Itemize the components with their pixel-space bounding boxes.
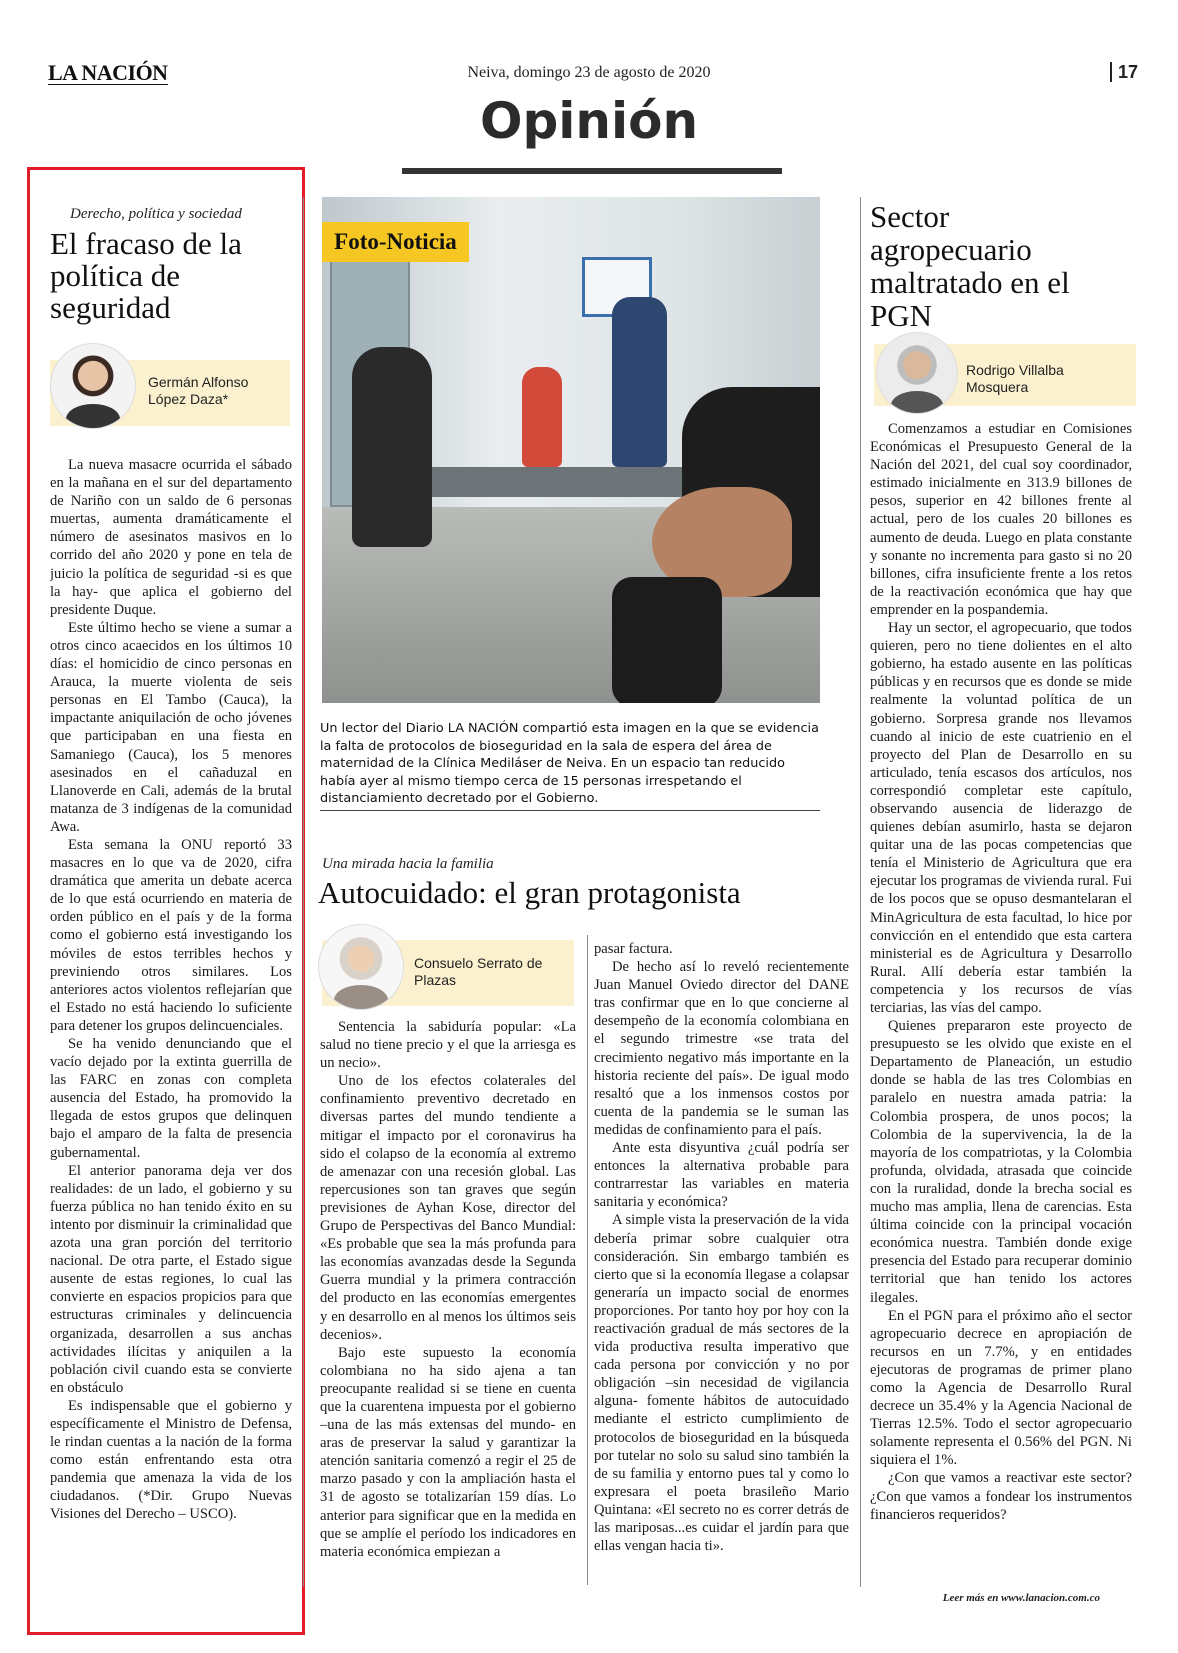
column-divider-right [860,197,861,1587]
article-body-col2: pasar factura. De hecho así lo reveló recientemente Juan Manuel Oviedo director del DANE tras confirmar que en lo que concierne al desempeño de la economía colombiana en el segundo trimestre «se trata del crecimiento negativo más importante en la historia reciente del país». De igual modo resaltó que a los inmensos costos por cuenta de la pandemia se le suman las medidas de confinamiento para el país. Ante esta disyuntiva ¿cuál podría ser entonces la alternativa probable para contrarrestar las variables en materia sanitaria y económica? A simple vista la preservación de la vida debería primar sobre cualquier otra consideración. Sin embargo también es cierto que si la economía llegase a colapsar generaría un impacto social de enormes proporciones. Por tanto hoy por hoy con la reactivación gradual de más sectores de la vida productiva resulta imperativo que cada persona por convicción y no por obligación –sin necesidad de vigilancia alguna- fomente hábitos de autocuidado mediante el estricto cumplimiento de protocolos de bioseguridad en la búsqueda por tutelar no solo su salud sino también la de su familia y entorno pues tal y como lo expresara el poeta brasileño Mario Quintana: «El secreto no es correr detrás de las mariposas...es cuidar el jardín para que ellas vengan hacia ti». [594,941,849,1555]
article-body: Comenzamos a estudiar en Comisiones Económicas el Presupuesto General de la Nación del 2021, del cual soy coordinador, estimado inicialmente en 313.9 billones de pesos, superior en 42 billones frente al actual, pero de los cuales 20 billones es aumento de deuda. Luego en plata constante y sonante no incrementa para gasto si no 20 billones, cifra insuficiente frente a los retos de la reactivación económica que hay que emprender en la pospandemia. Hay un sector, el agropecuario, que todos quieren, pero no tiene dolientes en el alto gobierno, ha estado ausente en las políticas públicas y en recursos que es donde se mide realmente la voluntad política de un gobierno. Sorpresa grande nos llevamos cuando al inicio de este cuatrienio en el proyecto del Plan de Desarrollo en su articulado, tenía escasos dos artículos, nos correspondió completar este capítulo, observando ausencia de liderazgo de quienes debían asumirlo, hasta se dejaron quitar una de las pocas competencias que tenía el Ministerio de Agricultura que era ejecutar los programas de vivienda rural. Fui de los pocos que se opuso desmantelaran el MinAgricultura de esta facultad, lo hice por convicción en el entendido que esta cartera ministerial es de Agricultura y Desarrollo Rural. Allí debería estar también la competencia y los recursos de vías terciarias, las vías del campo. Quienes prepararon este proyecto de presupuesto se les olvido que existe en el Departamento de Planeación, un estudio donde se habla de las tres Colombias en paralelo en nuestra amada patria: la Colombia prospera, de unos pocos; la Colombia de la supervivencia, la de la mayoría de los compatriotas, y la Colombia profunda, olvidada, atrasada que coincide con la ruralidad, donde la brecha social es mucho mas amplia, llena de carencias. Esta última coincide con la principal vocación económica nuestra. También donde exige presencia del Estado para recuperar dominio territorial que han tenido los actores ilegales. En el PGN para el próximo año el sector agropecuario decrece en apropiación de recursos en un 7.7%, y en entidades ejecutoras de programas de primer plano como la Agencia de Desarrollo Rural decrece un 35.4% y la Agencia Nacional de Tierras 12.5%. Todo el sector agropecuario solamente representa el 0.56% del PGN. Ni siquiera el 1%. ¿Con que vamos a reactivar este sector? ¿Con que vamos a fondear los instrumentos financieros requeridos? [870,421,1132,1523]
article-headline: Autocuidado: el gran protagonista [318,875,741,910]
author-name: Germán Alfonso López Daza* [148,374,249,407]
article-body-col1: Sentencia la sabiduría popular: «La salud no tiene precio y el que la arriesga es un necio». Uno de los efectos colaterales del confinamiento preventivo decretado en diversas partes del mundo tendiente a mitigar el impacto por el coronavirus ha sido el colapso de la economía al extremo de amenazar con una recesión global. Las repercusiones son tan graves que según previsiones de Ayhan Kose, director del Grupo de Perspectivas del Banco Mundial: «Es probable que sea la más profunda para las economías avanzadas desde la Segunda Guerra mundial y la primera contracción del producto en las economías emergentes y en desarrollo en al menos los últimos seis decenios». Bajo este supuesto la economía colombiana no ha sido ajena a tan preocupante realidad si se tiene en cuenta que la cuarentena impuesta por el gobierno –una de las más extensas del mundo- en aras de preservar la salud y garantizar la atención sanitaria comenzó a regir el 25 de marzo pasado y con la ampliación hasta el 31 de agosto se totalizarían 159 días. Lo anterior para significar que en la medida en que se amplíe el período los indicadores en materia económica empiezan a [320,1019,576,1560]
column-divider-center [587,935,588,1585]
read-more-note: Leer más en www.lanacion.com.co [942,1592,1100,1604]
article-kicker: Una mirada hacia la familia [322,856,494,872]
news-photo [322,197,820,703]
section-title: Opinión [479,92,699,150]
column-divider-left [303,197,304,1587]
newspaper-logo: LA NACIÓN [48,60,168,85]
caption-rule [320,810,820,811]
article-headline: El fracaso de la política de seguridad [50,226,242,325]
author-name: Consuelo Serrato de Plazas [414,955,543,988]
section-title-rule [402,168,782,174]
page-dateline: Neiva, domingo 23 de agosto de 2020 [467,64,711,81]
author-photo [876,332,958,414]
article-headline: Sector agropecuario maltratado en el PGN [870,199,1070,333]
article-kicker: Derecho, política y sociedad [70,206,242,222]
page-number: 17 [1110,62,1138,82]
author-name: Rodrigo Villalba Mosquera [966,362,1064,395]
author-photo [318,924,404,1010]
photo-caption: Un lector del Diario LA NACIÓN compartió esta imagen en la que se evidencia la falta de protocolos de bioseguridad en la sala de espera del área de maternidad de la Clínica Mediláser de Neiva. En un espacio tan reducido había ayer al mismo tiempo cerca de 15 personas irrespetando el distanciamiento decretado por el Gobierno. [320,721,819,807]
photo-news-label: Foto-Noticia [322,222,469,262]
author-photo [50,343,136,429]
article-body: La nueva masacre ocurrida el sábado en la mañana en el sur del departamento de Nariño con un saldo de 6 personas muertas, aumenta dramáticamente el número de asesinatos masivos en lo corrido del año 2020 y pone en tela de juicio la política de seguridad -si es que la hay- que aplica el gobierno del presidente Duque. Este último hecho se viene a sumar a otros cinco acaecidos en los últimos 10 días: el homicidio de cinco personas en Arauca, la muerte violenta de seis personas en El Tambo (Cauca), la impactante aniquilación de ocho jóvenes que participaban en una fiesta en Samaniego (Cauca), los 5 menores asesinados en el cañaduzal en Llanoverde en Cali, además de la brutal matanza de 3 indígenas de la comunidad Awa. Esta semana la ONU reportó 33 masacres en lo que va de 2020, cifra dramática que amerita un debate acerca de lo que está ocurriendo en materia de orden público en el país y de la forma como el gobierno está investigando los móviles de estos terribles hechos y previniendo otros similares. Los anteriores actos violentos reflejarían que el Estado no está haciendo lo suficiente para detener los grupos delincuenciales. Se ha venido denunciando que el vacío dejado por la extinta guerrilla de las FARC en zonas con completa ausencia del Estado, ha promovido la llegada de estos grupos que delinquen bajo el amparo de la falta de presencia gubernamental. El anterior panorama deja ver dos realidades: de un lado, el gobierno y su fuerza pública no han tenido éxito en su intento por disminuir la criminalidad que azota una gran porción del territorio nacional. De otra parte, el Estado sigue ausente de estas regiones, lo cual las convierte en espacios propicios para que estructuras criminales y delincuencia organizada, desarrollen a sus anchas actividades ilícitas y aniquilen a la población civil cuando esta se convierte en obstáculo Es indispensable que el gobierno y específicamente el Ministro de Defensa, le rindan cuentas a la nación de la forma como están enfrentando esta otra pandemia que amenaza la vida de los ciudadanos. (*Dir. Grupo Nuevas Visiones del Derecho – USCO). [50,457,292,1523]
